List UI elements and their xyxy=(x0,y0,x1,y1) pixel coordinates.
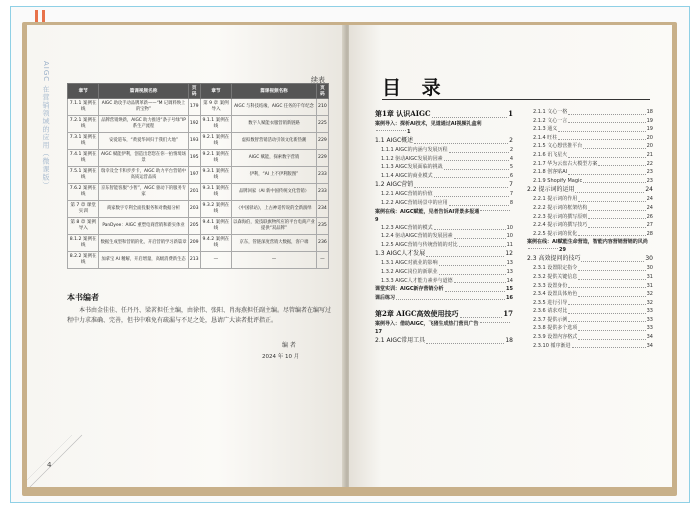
toc-entry-label: 2.2.5 提示词的优化 xyxy=(533,230,578,237)
toc-entry-label: 2.1.1 文心一格 xyxy=(533,109,568,115)
toc-leader-dots xyxy=(568,122,645,123)
toc-entry-page: 32 xyxy=(646,291,653,298)
table-cell: 京东，管链深度营销大数据，客户端 xyxy=(232,235,317,252)
table-cell: 229 xyxy=(316,150,328,167)
table-cell: 201 xyxy=(188,184,200,201)
table-header-cell: 篇课视频名称 xyxy=(232,84,317,99)
toc-leader-dots xyxy=(598,165,645,166)
table-cell: 7.1.1 案例在线 xyxy=(68,99,99,116)
toc-entry-page: 13 xyxy=(506,268,513,275)
toc-leader-dots xyxy=(583,182,645,183)
toc-entry-label: 2.1 AIGC常用工具 xyxy=(375,337,426,345)
toc-column-1 xyxy=(375,108,513,346)
table-cell: 229 xyxy=(316,133,328,150)
toc-entry-page: 10 xyxy=(506,224,513,231)
toc-leader-dots xyxy=(568,157,645,158)
toc-entry-page: 18 xyxy=(505,337,513,345)
table-cell: 8.1.2 案例在线 xyxy=(68,235,99,252)
toc-entry-page: 9 xyxy=(375,216,379,223)
toc-entry[interactable] xyxy=(527,108,653,117)
toc-leader-dots xyxy=(568,114,645,115)
table-cell: 234 xyxy=(316,201,328,218)
table-header-cell: 篇课视频名称 xyxy=(99,84,188,99)
table-cell: 235 xyxy=(316,218,328,235)
toc-entry-label: 2.3.1 设置限定指令 xyxy=(533,265,578,272)
table-cell: 233 xyxy=(316,167,328,184)
toc-leader-dots xyxy=(568,174,645,175)
table-cell: 9.3.1 案例在线 xyxy=(200,184,231,201)
table-cell: 第 7 章 课堂实训 xyxy=(68,201,99,218)
toc-entry-label: 案例导入：借助AIGC，飞猪生成热门营员广告 xyxy=(375,321,479,328)
toc-entry[interactable] xyxy=(527,117,653,126)
toc-leader-dots xyxy=(459,246,506,247)
toc-leader-dots xyxy=(414,143,508,144)
toc-entry-label: 第2章 AIGC高效使用技巧 xyxy=(375,309,459,319)
toc-entry-label: 1.1.2 驱动AIGC发展的因素 xyxy=(381,155,443,162)
toc-entry-label: 1.1.1 AIGC的内涵与发展历程 xyxy=(381,147,448,153)
toc-entry-label: 2.3 高效提问的技巧 xyxy=(527,255,581,263)
toc-leader-dots xyxy=(575,192,644,193)
toc-entry-label: 第1章 认识AIGC xyxy=(375,109,431,118)
toc-entry-page: 24 xyxy=(646,204,653,211)
toc-leader-dots xyxy=(460,317,503,318)
toc-leader-dots xyxy=(572,347,646,348)
table-cell: 197 xyxy=(188,167,200,184)
toc-entry-page: 4 xyxy=(509,155,513,162)
toc-column-2 xyxy=(527,108,653,350)
toc-leader-dots xyxy=(568,304,645,305)
toc-leader-dots xyxy=(480,210,510,211)
toc-entry-page: 33 xyxy=(646,308,653,315)
toc-leader-dots xyxy=(454,282,506,283)
table-cell: 7.3.1 案例在线 xyxy=(68,133,99,150)
toc-entry-label: 2.1.9 Shopify Magic xyxy=(533,177,583,184)
table-cell: 205 xyxy=(188,218,200,235)
toc-entry[interactable] xyxy=(527,299,653,308)
table-cell: 236 xyxy=(316,235,328,252)
table-row xyxy=(68,252,329,269)
toc-entry[interactable] xyxy=(527,195,653,204)
toc-entry-label: 2.3.10 循序渐进 xyxy=(533,342,571,349)
toc-entry-label: 2.2.2 提示词的框架结构 xyxy=(533,204,588,211)
toc-entry-label: 2.1.4 旺柱 xyxy=(533,134,558,141)
page-corner-decoration xyxy=(27,430,87,487)
table-cell: PanDyee：AIGC 重塑电商营销和新实体业 xyxy=(99,218,188,235)
toc-entry-page: 7 xyxy=(509,181,513,189)
toc-entry-page: 23 xyxy=(646,169,653,176)
table-cell: 第 8 章 案例导入 xyxy=(68,218,99,235)
table-cell: 7.4.1 案例在线 xyxy=(68,150,99,167)
toc-entry[interactable] xyxy=(375,308,513,320)
toc-leader-dots xyxy=(426,256,504,257)
table-row xyxy=(68,99,329,116)
toc-leader-dots xyxy=(376,130,406,131)
table-cell: 192 xyxy=(188,116,200,133)
table-cell: — xyxy=(232,252,317,269)
toc-leader-dots xyxy=(449,205,509,206)
toc-leader-dots xyxy=(434,196,509,197)
toc-entry-label: 1.3.2 AIGC岗位的新职业 xyxy=(381,268,438,275)
toc-entry[interactable] xyxy=(375,208,513,224)
toc-leader-dots xyxy=(578,330,645,331)
toc-entry-label: 1.2.1 AIGC营销的价值 xyxy=(381,191,433,198)
toc-entry[interactable] xyxy=(375,146,513,155)
toc-leader-dots xyxy=(568,321,645,322)
toc-leader-dots xyxy=(568,287,645,288)
table-cell: 9.1.1 案例在线 xyxy=(200,116,231,133)
table-cell: 以森海伯，爱技联旗物所应的平台电商产业提供“双品牌” xyxy=(232,218,317,235)
toc-entry-page: 28 xyxy=(646,230,653,237)
table-cell: — xyxy=(316,252,328,269)
toc-leader-dots xyxy=(439,274,506,275)
table-cell: 179 xyxy=(188,99,200,116)
toc-entry[interactable] xyxy=(527,160,653,169)
toc-entry-page: 19 xyxy=(646,126,653,133)
toc-entry-page: 26 xyxy=(646,213,653,220)
table-cell: 商家数字专利全面投服务和对数据分析 xyxy=(99,201,188,218)
toc-entry[interactable] xyxy=(375,120,513,136)
toc-leader-dots xyxy=(558,131,645,132)
table-header-cell: 页码 xyxy=(188,84,200,99)
table-cell: 8.2.2 案例在线 xyxy=(68,252,99,269)
toc-entry-page: 12 xyxy=(505,250,513,258)
toc-entry[interactable] xyxy=(527,168,653,177)
toc-entry[interactable] xyxy=(527,238,653,254)
toc-entry[interactable] xyxy=(375,224,513,233)
note-heading: 本书编者 xyxy=(67,293,99,302)
toc-entry[interactable] xyxy=(527,134,653,143)
toc-entry-page: 18 xyxy=(646,109,653,115)
toc-entry-label: 课堂实训：AIGC新存营销分析 xyxy=(375,286,444,293)
toc-entry-page: 23 xyxy=(646,177,653,184)
toc-leader-dots xyxy=(432,117,508,118)
toc-leader-dots xyxy=(588,218,645,219)
toc-entry-label: 2.3.7 提供示例 xyxy=(533,316,568,323)
toc-entry-label: 2.1.8 创客贴AI xyxy=(533,169,568,176)
toc-entry-page: 27 xyxy=(646,222,653,229)
toc-entry-page: 8 xyxy=(509,199,513,206)
toc-leader-dots xyxy=(444,160,509,161)
toc-entry-page: 2 xyxy=(509,137,513,144)
video-table xyxy=(67,83,329,269)
toc-leader-dots xyxy=(434,177,509,178)
toc-entry-page: 19 xyxy=(646,117,653,124)
toc-entry[interactable] xyxy=(375,294,513,303)
toc-leader-dots xyxy=(434,229,506,230)
table-cell: 225 xyxy=(316,116,328,133)
toc-entry-page: 24 xyxy=(646,196,653,203)
toc-entry-page: 5 xyxy=(509,164,513,171)
toc-entry-page: 21 xyxy=(646,151,653,158)
toc-entry-label: 2.3.3 设置身份 xyxy=(533,282,568,289)
table-cell: 7.6.2 案例在线 xyxy=(68,184,99,201)
open-book xyxy=(22,22,677,496)
table-row xyxy=(68,235,329,252)
toc-entry[interactable] xyxy=(375,249,513,259)
table-row xyxy=(68,184,329,201)
table-cell: 安爱道布，“黄爱华回归于我们大地” xyxy=(99,133,188,150)
table-cell: 9.3.1 案例在线 xyxy=(200,167,231,184)
toc-leader-dots xyxy=(396,299,505,300)
toc-leader-dots xyxy=(578,201,645,202)
toc-entry[interactable] xyxy=(375,232,513,241)
table-cell: AIGC 与科技结缘，AIGC 任务的千年纪念 xyxy=(232,99,317,116)
toc-entry-label: 2.3.6 请求对比 xyxy=(533,308,568,315)
toc-leader-dots xyxy=(581,261,644,262)
table-cell: 9.2.1 案例在线 xyxy=(200,133,231,150)
toc-entry-page: 14 xyxy=(506,277,513,284)
toc-entry-page: 20 xyxy=(646,134,653,141)
table-cell: 195 xyxy=(188,150,200,167)
table-cell: 193 xyxy=(188,133,200,150)
toc-entry-label: 2.2 提示词的运用 xyxy=(527,186,575,194)
table-cell: 《中国驿站》，上古神话传说的全新演绎 xyxy=(232,201,317,218)
toc-entry-label: 2.1.7 华为云盘古大模型方案 xyxy=(533,160,598,167)
toc-entry-page: 33 xyxy=(646,316,653,323)
toc-leader-dots xyxy=(439,265,506,266)
table-cell: 京东智能客服“小智”，AIGC 驱动下的服务专家 xyxy=(99,184,188,201)
toc-entry-label: 2.2.1 提示词的作用 xyxy=(533,196,578,203)
toc-entry-page: 22 xyxy=(646,160,653,167)
toc-entry-label: 1.3 AIGC人才发展 xyxy=(375,250,426,258)
table-cell: — xyxy=(200,252,231,269)
table-cell: 7.5.1 案例在线 xyxy=(68,167,99,184)
toc-entry-label: 1.3.1 AIGC对就业的影响 xyxy=(381,260,438,267)
toc-entry[interactable] xyxy=(527,221,653,230)
toc-entry[interactable] xyxy=(527,177,653,186)
signature: 编 者 xyxy=(282,342,296,349)
toc-entry-page: 6 xyxy=(509,172,513,179)
toc-entry[interactable] xyxy=(527,125,653,134)
toc-rule xyxy=(382,99,650,100)
toc-entry-label: 2.2.4 提示词的撰写技巧 xyxy=(533,222,588,229)
toc-entry-page: 17 xyxy=(375,329,382,336)
toc-entry-label: 1.2.4 驱动AIGC营销的发展因素 xyxy=(381,233,453,240)
toc-entry-label: 1.1.4 AIGC的商业模式 xyxy=(381,172,433,179)
toc-entry[interactable] xyxy=(375,172,513,181)
toc-entry-label: 1.2 AIGC营销 xyxy=(375,181,414,189)
toc-leader-dots xyxy=(588,227,645,228)
toc-title: 目 录 xyxy=(382,77,448,99)
toc-entry-label: 2.3.4 设置具体角色 xyxy=(533,291,578,298)
toc-leader-dots xyxy=(444,169,509,170)
toc-entry-label: 案例导入：探析AI技术，见道通过AI视频礼盒利 xyxy=(375,121,482,127)
table-header-row xyxy=(68,84,329,99)
toc-entry[interactable] xyxy=(375,336,513,346)
table-cell: 虚拟数智营销活动引领文化新热潮 xyxy=(232,133,317,150)
toc-leader-dots xyxy=(454,238,506,239)
toc-leader-dots xyxy=(414,187,508,188)
toc-entry[interactable] xyxy=(375,320,513,336)
toc-entry-page: 34 xyxy=(646,342,653,349)
toc-entry-label: 课后练习 xyxy=(375,294,396,301)
table-cell: 9.4.2 案例在线 xyxy=(200,235,231,252)
toc-entry-page: 30 xyxy=(646,265,653,272)
right-page xyxy=(349,25,672,487)
toc-entry-label: 1.1.3 AIGC发展面临的挑战 xyxy=(381,164,443,171)
toc-entry[interactable] xyxy=(375,163,513,172)
toc-entry-label: 2.1.6 讯飞星火 xyxy=(533,151,568,158)
toc-leader-dots xyxy=(480,322,510,323)
table-cell: 7.2.1 案例在线 xyxy=(68,116,99,133)
toc-entry[interactable] xyxy=(527,342,653,351)
toc-entry[interactable] xyxy=(527,151,653,160)
table-cell: AIGC 赋能，探索数字营销 xyxy=(232,150,317,167)
table-cell: 233 xyxy=(316,184,328,201)
toc-entry-page: 15 xyxy=(506,286,513,293)
toc-entry[interactable] xyxy=(527,316,653,325)
toc-entry[interactable] xyxy=(527,204,653,213)
toc-leader-dots xyxy=(568,313,645,314)
toc-entry-page: 13 xyxy=(506,260,513,267)
page-number: 4 xyxy=(47,461,52,469)
toc-entry[interactable] xyxy=(375,108,513,120)
table-header-cell: 页码 xyxy=(316,84,328,99)
toc-entry-page: 33 xyxy=(646,325,653,332)
toc-entry-page: 31 xyxy=(646,273,653,280)
table-cell: AIGC 赋能伊利，创造出您您在你一拍情境场景 xyxy=(99,150,188,167)
toc-entry[interactable] xyxy=(527,290,653,299)
toc-leader-dots xyxy=(578,296,645,297)
toc-leader-dots xyxy=(449,152,509,153)
toc-entry[interactable] xyxy=(527,282,653,291)
toc-entry[interactable] xyxy=(527,142,653,151)
toc-entry[interactable] xyxy=(375,180,513,190)
toc-entry[interactable] xyxy=(527,333,653,342)
toc-entry-page: 17 xyxy=(503,309,513,319)
toc-entry[interactable] xyxy=(527,213,653,222)
toc-entry[interactable] xyxy=(375,277,513,286)
toc-entry[interactable] xyxy=(375,241,513,250)
toc-entry-page: 11 xyxy=(506,241,513,248)
toc-entry[interactable] xyxy=(527,254,653,264)
toc-leader-dots xyxy=(445,291,506,292)
toc-entry-page: 20 xyxy=(646,143,653,150)
table-row xyxy=(68,133,329,150)
toc-entry[interactable] xyxy=(527,324,653,333)
toc-entry-label: 1.2.5 AIGC营销与传统营销的对比 xyxy=(381,241,458,248)
toc-entry-page: 2 xyxy=(509,147,513,153)
table-row xyxy=(68,201,329,218)
table-cell: 瑞幸及全卡和步步卡，AIGC 助力平台营销中高质运营品质 xyxy=(99,167,188,184)
toc-leader-dots xyxy=(578,270,645,271)
table-cell: 伊利，“AI 上不伊利版图” xyxy=(232,167,317,184)
continued-label: 续表 xyxy=(311,76,325,84)
table-row xyxy=(68,116,329,133)
toc-entry-label: 1.1 AIGC概述 xyxy=(375,137,414,144)
toc-entry[interactable] xyxy=(527,307,653,316)
table-row xyxy=(68,150,329,167)
toc-entry[interactable] xyxy=(375,136,513,146)
toc-entry-label: 2.3.2 提供关键信息 xyxy=(533,273,578,280)
toc-entry-page: 34 xyxy=(646,334,653,341)
toc-leader-dots xyxy=(588,210,645,211)
table-cell: 9.3.2 案例在线 xyxy=(200,201,231,218)
toc-entry-label: 2.3.9 设置内容格式 xyxy=(533,334,578,341)
toc-entry[interactable] xyxy=(375,199,513,208)
toc-entry-label: 1.3.3 AIGC人才能力素养与道德 xyxy=(381,277,453,284)
toc-entry-page: 7 xyxy=(509,191,513,198)
side-title: AIGC 在营销领域的应用（微课版） xyxy=(42,61,50,190)
table-cell: 数据生成型和营销的化，开启营销学习新篇章 xyxy=(99,235,188,252)
toc-entry-page: 24 xyxy=(645,186,653,194)
table-cell: 品牌回家（AI 新中国传统文化营销） xyxy=(232,184,317,201)
toc-entry[interactable] xyxy=(375,285,513,294)
table-cell: 加拿宝 AI 精解，开启增量，高级消费新生态 xyxy=(99,252,188,269)
date: 2024 年 10 月 xyxy=(262,354,300,360)
toc-entry[interactable] xyxy=(527,273,653,282)
toc-entry[interactable] xyxy=(375,268,513,277)
toc-entry-page: 1 xyxy=(407,129,411,135)
toc-entry[interactable] xyxy=(527,264,653,273)
table-cell: 9.4.1 案例在线 xyxy=(200,218,231,235)
table-cell: 品牌营销焕新，AIGC 助力推进“条子号绿”IP 系生产流程 xyxy=(99,116,188,133)
toc-entry-page: 30 xyxy=(645,255,653,263)
toc-leader-dots xyxy=(528,248,558,249)
toc-entry-label: 2.2.3 提示词的撰写原则 xyxy=(533,213,588,220)
toc-entry-label: 1.2.3 AIGC营销的模式 xyxy=(381,224,433,231)
toc-entry-label: 2.1.5 文心想营推平台 xyxy=(533,143,583,150)
toc-entry-label: 2.1.3 通义 xyxy=(533,126,558,133)
table-row xyxy=(68,167,329,184)
note-body: 本书由金佳佳、任丹丹、梁茗担任主编，由徐伟、张阳、肖海燕担任副主编。尽管编者在编写过程中力求准确、完善，但书中难免有疏漏与不足之处，恳请广大读者批评指正。 xyxy=(67,307,332,324)
toc-entry-page: 32 xyxy=(646,299,653,306)
table-cell: 第 9 章 案例导入 xyxy=(200,99,231,116)
table-header-cell: 章节 xyxy=(200,84,231,99)
toc-leader-dots xyxy=(578,235,645,236)
toc-entry-page: 31 xyxy=(646,282,653,289)
toc-leader-dots xyxy=(578,339,645,340)
toc-entry-label: 2.3.5 进行引导 xyxy=(533,299,568,306)
toc-entry-label: 2.1.2 文心一言 xyxy=(533,117,568,124)
toc-entry-label: 案例在线：AIGC赋能，见者告诉AI背景多报通 xyxy=(375,208,480,215)
toc-entry-page: 10 xyxy=(506,233,513,240)
toc-leader-dots xyxy=(578,279,645,280)
table-cell: 数字人赋能衣服营销新链路 xyxy=(232,116,317,133)
toc-entry[interactable] xyxy=(375,155,513,164)
table-body xyxy=(68,99,329,269)
toc-leader-dots xyxy=(558,139,645,140)
table-cell: 203 xyxy=(188,201,200,218)
left-page xyxy=(27,25,345,487)
table-cell: 209 xyxy=(188,235,200,252)
table-cell: 213 xyxy=(188,252,200,269)
table-row xyxy=(68,218,329,235)
toc-entry[interactable] xyxy=(527,185,653,195)
toc-entry[interactable] xyxy=(527,230,653,239)
toc-entry-label: 1.2.2 AIGC营销场景中的应用 xyxy=(381,199,448,206)
toc-entry-page: 16 xyxy=(506,294,513,301)
table-cell: 9.2.1 案例在线 xyxy=(200,150,231,167)
toc-entry[interactable] xyxy=(375,190,513,199)
toc-leader-dots xyxy=(583,148,645,149)
toc-entry-label: 2.3.8 提供多个选项 xyxy=(533,325,578,332)
toc-entry-page: 1 xyxy=(508,109,513,118)
table-cell: AIGC 助攻手动品牌革新——“M 记调料焕上的宝物” xyxy=(99,99,188,116)
toc-entry-label: 案例在线：AI赋能生命营造，智能内容营销营销的风尚 xyxy=(527,239,648,246)
toc-entry-page: 29 xyxy=(559,247,566,254)
table-header-cell: 章节 xyxy=(68,84,99,99)
toc-leader-dots xyxy=(426,343,504,344)
toc-entry[interactable] xyxy=(375,259,513,268)
table-cell: 210 xyxy=(316,99,328,116)
